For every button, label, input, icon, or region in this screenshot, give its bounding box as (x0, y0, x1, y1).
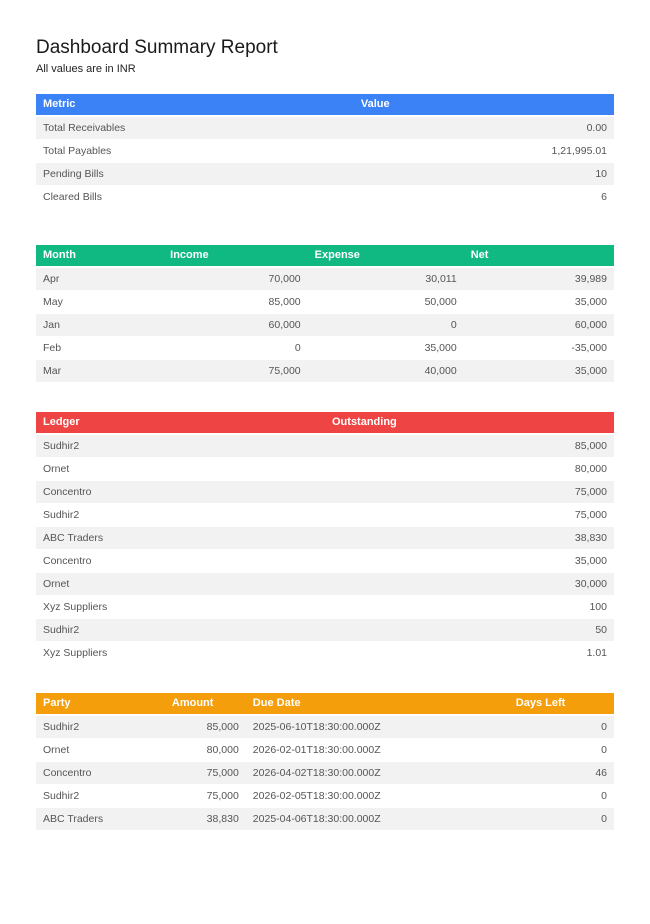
table-row (36, 458, 614, 481)
table-cell: 46 (509, 762, 614, 785)
table-cell: Pending Bills (36, 163, 354, 186)
table-cell: Xyz Suppliers (36, 596, 325, 619)
table-cell: Apr (36, 267, 163, 291)
table-cell: 75,000 (325, 481, 614, 504)
table-cell: 75,000 (165, 762, 246, 785)
table-header-row (36, 94, 614, 116)
table-cell: 0 (509, 785, 614, 808)
table-row (36, 642, 614, 665)
table-cell: 39,989 (464, 267, 614, 291)
table-row (36, 314, 614, 337)
table-cell: 60,000 (464, 314, 614, 337)
table-cell: Concentro (36, 550, 325, 573)
table-cell: 30,011 (308, 267, 464, 291)
table-cell: Ornet (36, 573, 325, 596)
column-header: Party (36, 693, 165, 715)
column-header: Days Left (509, 693, 614, 715)
table-cell: 80,000 (325, 458, 614, 481)
table-cell: 80,000 (165, 739, 246, 762)
table-cell: 0 (509, 715, 614, 739)
table-row (36, 481, 614, 504)
table-cell: 38,830 (165, 808, 246, 831)
table-cell: 2026-02-01T18:30:00.000Z (246, 739, 509, 762)
table-cell: 60,000 (163, 314, 308, 337)
table-row (36, 186, 614, 209)
column-header: Outstanding (325, 412, 614, 434)
table-cell: Mar (36, 360, 163, 383)
page-subtitle: All values are in INR (36, 63, 136, 75)
table-cell: 30,000 (325, 573, 614, 596)
table-row (36, 762, 614, 785)
table-cell: 75,000 (165, 785, 246, 808)
metrics-table (36, 94, 614, 209)
table-row (36, 504, 614, 527)
table-cell: Total Payables (36, 140, 354, 163)
table-cell: Sudhir2 (36, 434, 325, 458)
table-cell: Sudhir2 (36, 504, 325, 527)
table-row (36, 527, 614, 550)
table-row (36, 596, 614, 619)
column-header: Month (36, 245, 163, 267)
table-cell: 0.00 (354, 116, 614, 140)
table-cell: Xyz Suppliers (36, 642, 325, 665)
table-cell: 2026-02-05T18:30:00.000Z (246, 785, 509, 808)
table-cell: 70,000 (163, 267, 308, 291)
table-cell: 1,21,995.01 (354, 140, 614, 163)
table-cell: 1.01 (325, 642, 614, 665)
table-header-row (36, 693, 614, 715)
table-cell: Cleared Bills (36, 186, 354, 209)
table-cell: 35,000 (308, 337, 464, 360)
table-cell: Concentro (36, 481, 325, 504)
table-row (36, 291, 614, 314)
table-cell: Feb (36, 337, 163, 360)
table-cell: Sudhir2 (36, 619, 325, 642)
table-cell: 35,000 (325, 550, 614, 573)
table-cell: ABC Traders (36, 527, 325, 550)
table-row (36, 163, 614, 186)
table-cell: 75,000 (163, 360, 308, 383)
table-row (36, 116, 614, 140)
table-row (36, 140, 614, 163)
table-cell: 50 (325, 619, 614, 642)
table-cell: 0 (308, 314, 464, 337)
table-row (36, 267, 614, 291)
table-cell: 75,000 (325, 504, 614, 527)
table-cell: 38,830 (325, 527, 614, 550)
table-row (36, 785, 614, 808)
table-row (36, 715, 614, 739)
table-row (36, 360, 614, 383)
table-row (36, 337, 614, 360)
table-cell: 0 (509, 739, 614, 762)
column-header: Ledger (36, 412, 325, 434)
table-cell: 85,000 (165, 715, 246, 739)
table-row (36, 619, 614, 642)
ledger-outstanding-table (36, 412, 614, 665)
column-header: Expense (308, 245, 464, 267)
column-header: Income (163, 245, 308, 267)
party-dues-table (36, 693, 614, 831)
table-cell: 2025-04-06T18:30:00.000Z (246, 808, 509, 831)
table-cell: 40,000 (308, 360, 464, 383)
table-cell: Jan (36, 314, 163, 337)
table-cell: 85,000 (163, 291, 308, 314)
table-cell: 35,000 (464, 291, 614, 314)
table-cell: 0 (509, 808, 614, 831)
table-cell: 35,000 (464, 360, 614, 383)
table-cell: Sudhir2 (36, 785, 165, 808)
table-row (36, 808, 614, 831)
column-header: Amount (165, 693, 246, 715)
table-cell: Ornet (36, 739, 165, 762)
table-cell: Concentro (36, 762, 165, 785)
table-header-row (36, 245, 614, 267)
table-cell: Ornet (36, 458, 325, 481)
table-row (36, 550, 614, 573)
table-cell: 0 (163, 337, 308, 360)
table-cell: 50,000 (308, 291, 464, 314)
table-cell: 6 (354, 186, 614, 209)
page-title: Dashboard Summary Report (36, 37, 278, 58)
table-cell: May (36, 291, 163, 314)
table-row (36, 434, 614, 458)
table-row (36, 573, 614, 596)
table-header-row (36, 412, 614, 434)
column-header: Metric (36, 94, 354, 116)
table-cell: 2026-04-02T18:30:00.000Z (246, 762, 509, 785)
column-header: Due Date (246, 693, 509, 715)
column-header: Net (464, 245, 614, 267)
table-cell: ABC Traders (36, 808, 165, 831)
table-cell: 10 (354, 163, 614, 186)
table-cell: Sudhir2 (36, 715, 165, 739)
table-cell: -35,000 (464, 337, 614, 360)
monthly-income-expense-table (36, 245, 614, 383)
table-cell: 100 (325, 596, 614, 619)
table-cell: 85,000 (325, 434, 614, 458)
column-header: Value (354, 94, 614, 116)
table-cell: Total Receivables (36, 116, 354, 140)
table-cell: 2025-06-10T18:30:00.000Z (246, 715, 509, 739)
table-row (36, 739, 614, 762)
